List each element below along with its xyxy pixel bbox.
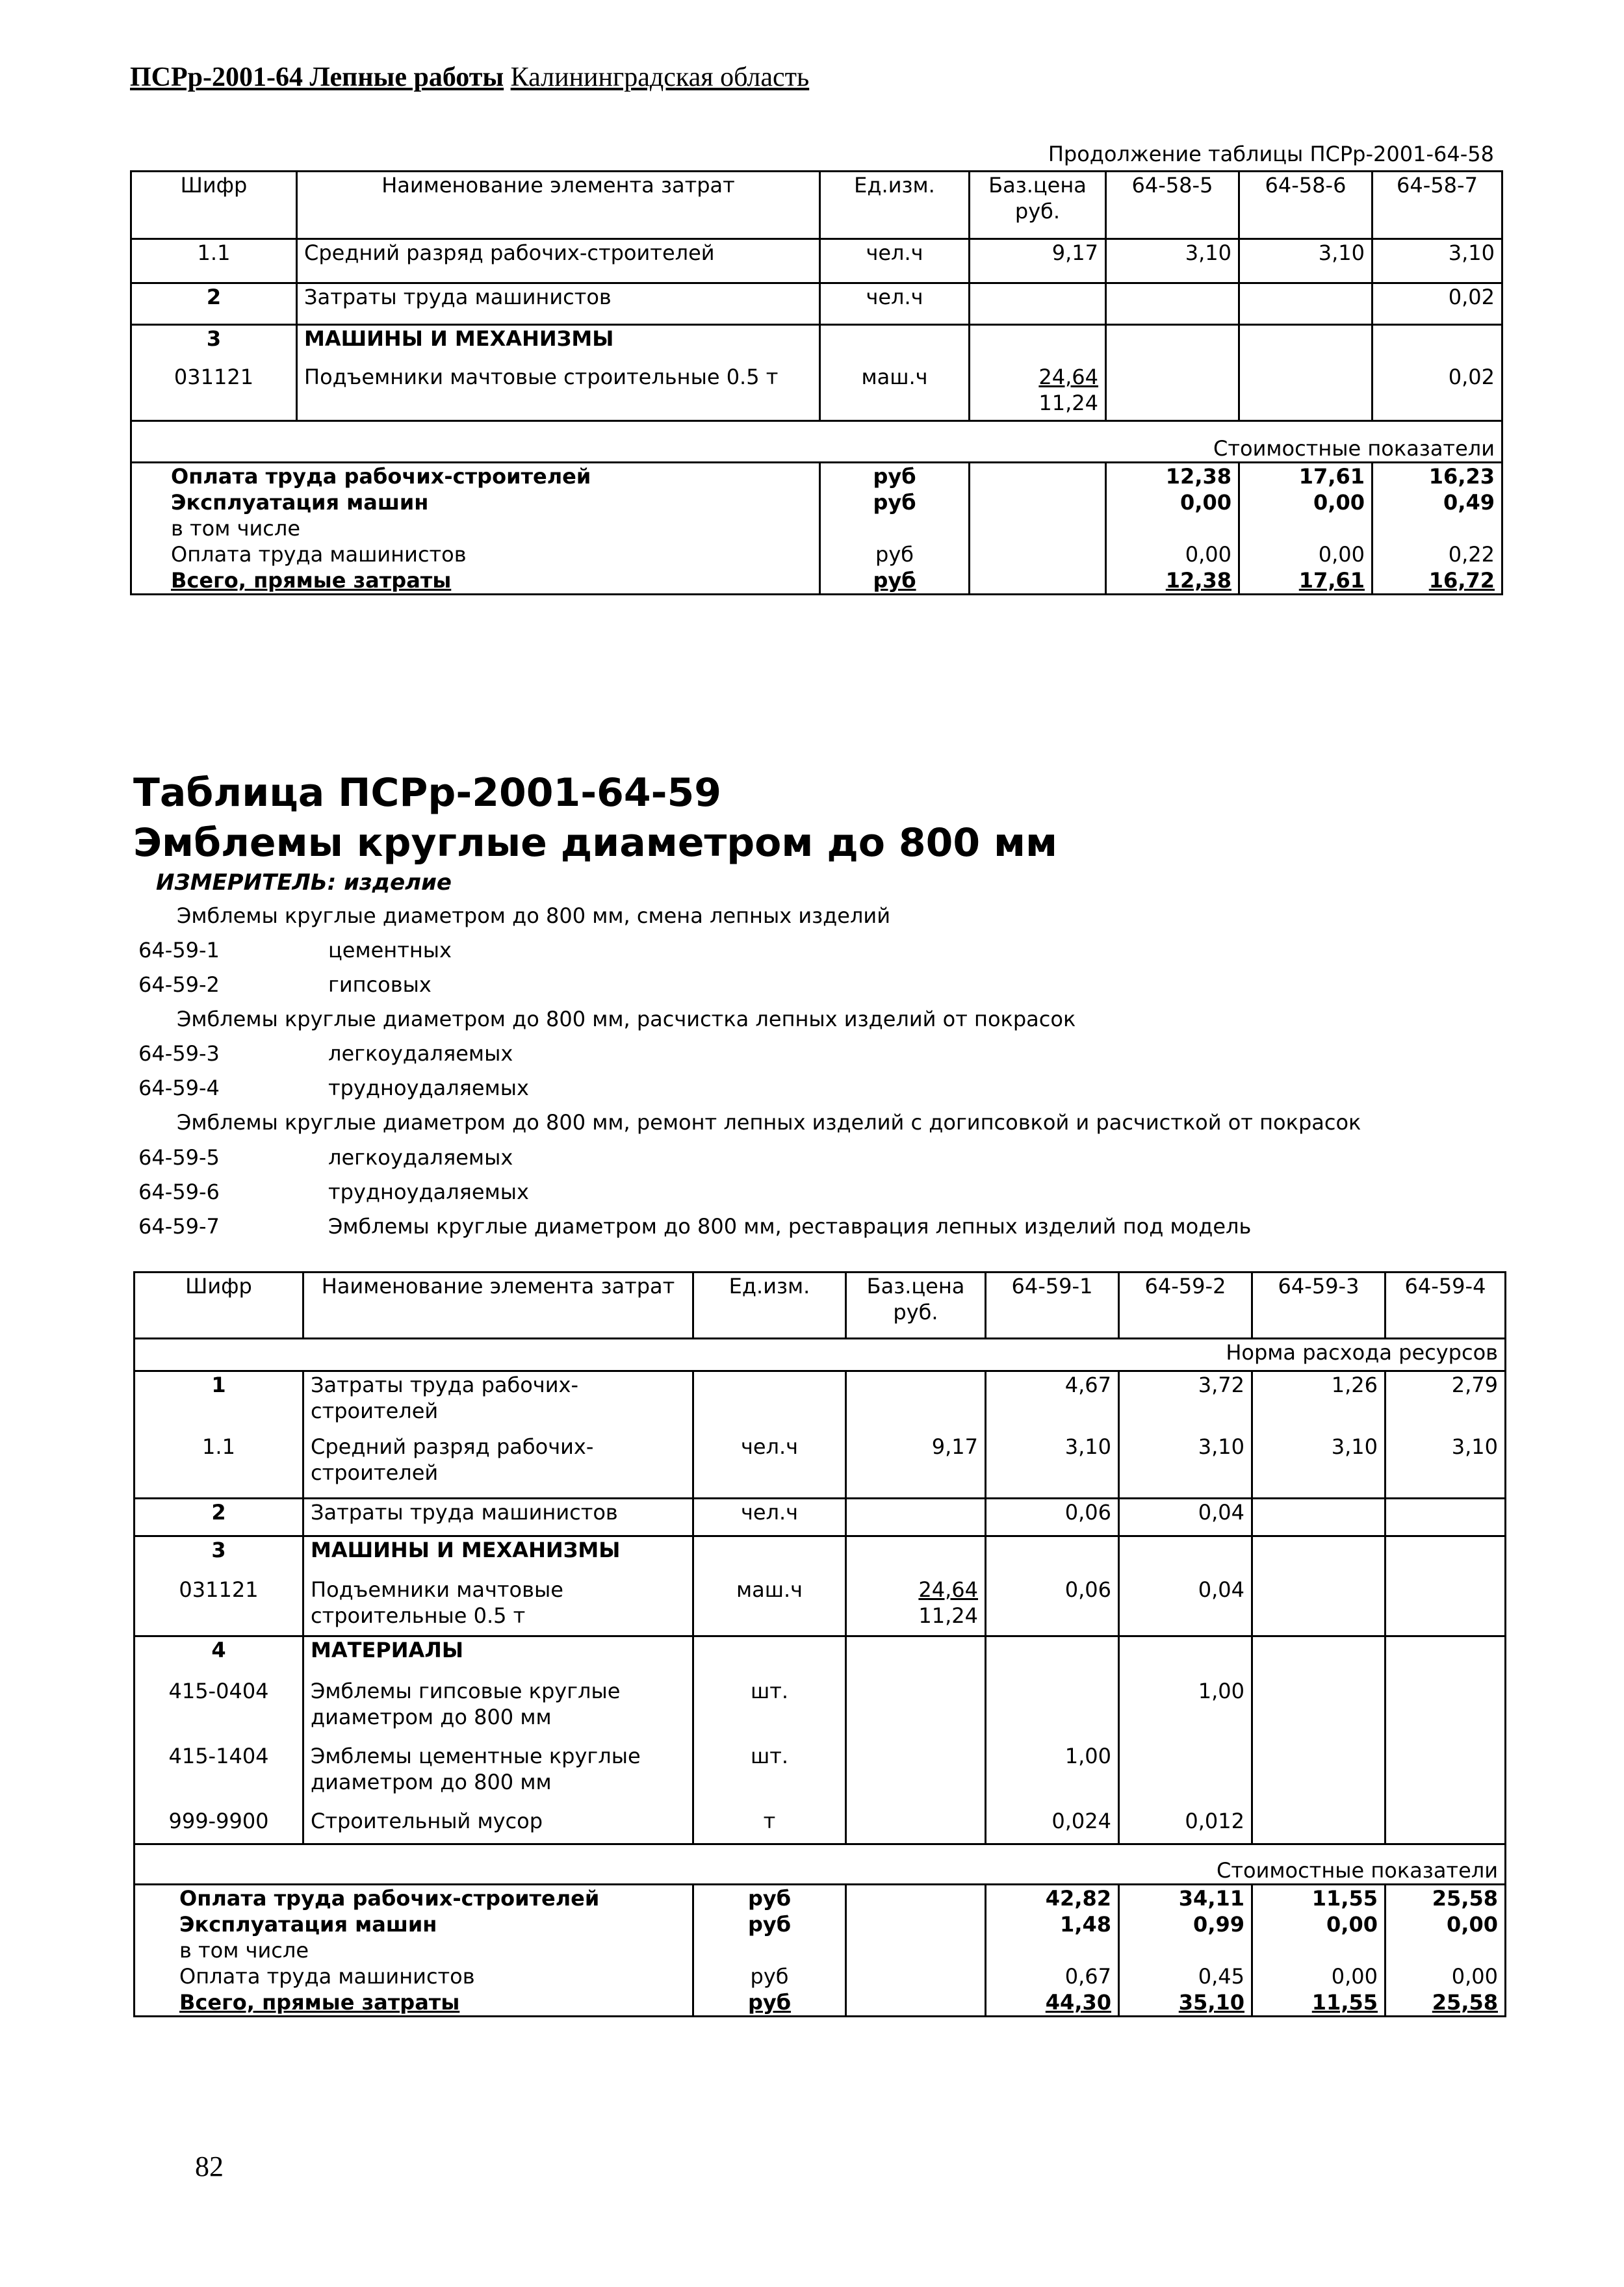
cost-value: [1373, 515, 1502, 541]
item-code: 64-59-2: [138, 972, 220, 997]
cost-value: 0,00: [1106, 489, 1239, 515]
row-unit: чел.ч: [693, 1434, 846, 1499]
table-row: [135, 1743, 1506, 1808]
row-value: 4,67: [986, 1371, 1119, 1434]
cost-row: [131, 567, 1502, 595]
cost-value: 0,00: [1252, 1963, 1386, 1989]
cost-row: [135, 1885, 1506, 1912]
table58-caption: Продолжение таблицы ПСРр-2001-64-58: [1048, 142, 1494, 166]
cost-name: Оплата труда машинистов: [179, 1964, 475, 1989]
col-header: 64-59-4: [1386, 1273, 1506, 1339]
row-name: Подъемники мачтовые строительные 0.5 т: [303, 1577, 693, 1636]
row-value: 0,02: [1373, 283, 1502, 325]
item-code: 64-59-6: [138, 1180, 220, 1204]
row-code: 1.1: [202, 1434, 235, 1459]
row-unit: [693, 1371, 846, 1434]
row-name: Затраты труда машинистов: [303, 1499, 693, 1536]
desc-line: Эмблемы круглые диаметром до 800 мм, смена лепных изделий: [177, 903, 891, 928]
row-code: 4: [135, 1636, 303, 1678]
item-code: 64-59-5: [138, 1145, 220, 1170]
cost-name: Всего, прямые затраты: [171, 568, 452, 593]
col-unit-header: Ед.изм.: [820, 172, 970, 239]
row-value: [1252, 1577, 1386, 1636]
row-value: 3,10: [1373, 239, 1502, 283]
row-value: 1,26: [1252, 1371, 1386, 1434]
col-name-header: Наименование элемента затрат: [297, 172, 820, 239]
cost-value: 0,00: [1386, 1911, 1506, 1937]
cost-row: [131, 541, 1502, 567]
desc-line: Эмблемы круглые диаметром до 800 мм, ремонт лепных изделий с догипсовкой и расчисткой от покрасок: [177, 1110, 1361, 1135]
page-number: 82: [195, 2151, 224, 2182]
cost-name: Всего, прямые затраты: [179, 1990, 460, 2015]
cost-value: [1252, 1937, 1386, 1963]
row-value: 0,024: [986, 1808, 1119, 1844]
cost-unit: руб: [820, 463, 970, 490]
cost-value: [1239, 515, 1373, 541]
table-row: [135, 1636, 1506, 1678]
row-value: [1386, 1577, 1506, 1636]
table59-subtitle: Эмблемы круглые диаметром до 800 мм: [133, 820, 1058, 866]
cost-value: [986, 1937, 1119, 1963]
row-price: [846, 1371, 986, 1434]
col-unit-header: Ед.изм.: [693, 1273, 846, 1339]
table59-title: Таблица ПСРр-2001-64-59: [133, 770, 722, 816]
cost-name: Эксплуатация машин: [179, 1912, 437, 1937]
row-value: 3,10: [1252, 1434, 1386, 1499]
row-section-title: МАШИНЫ И МЕХАНИЗМЫ: [303, 1536, 693, 1577]
price-top: 24,64: [1038, 364, 1098, 389]
cost-row: [131, 489, 1502, 515]
cost-row: [135, 1911, 1506, 1937]
cost-value: 0,00: [1239, 489, 1373, 515]
row-value: 0,06: [986, 1577, 1119, 1636]
row-value: 3,10: [1386, 1434, 1506, 1499]
cost-unit: [693, 1937, 846, 1963]
col-header: 64-59-1: [986, 1273, 1119, 1339]
item-code: 64-59-7: [138, 1214, 220, 1239]
cost-row: [135, 1937, 1506, 1963]
cost-value: 17,61: [1239, 567, 1373, 595]
col-header: 64-59-3: [1252, 1273, 1386, 1339]
price-bottom: 11,24: [1038, 390, 1098, 415]
cost-value: 0,00: [1386, 1963, 1506, 1989]
row-price: [846, 1499, 986, 1536]
cost-value: 0,67: [986, 1963, 1119, 1989]
item-text: трудноудаляемых: [328, 1076, 529, 1100]
row-value: 3,10: [986, 1434, 1119, 1499]
cost-name: в том числе: [179, 1938, 309, 1963]
norm-label: Норма расхода ресурсов: [135, 1339, 1506, 1371]
cost-unit: руб: [820, 541, 970, 567]
row-code: 031121: [174, 364, 254, 389]
cost-value: 0,22: [1373, 541, 1502, 567]
cost-row: [135, 1963, 1506, 1989]
item-code: 64-59-1: [138, 938, 220, 963]
row-price: [846, 1678, 986, 1743]
row-code: 1: [135, 1371, 303, 1434]
row-price: [970, 364, 1106, 421]
row-value: [1239, 283, 1373, 325]
row-name: Затраты труда машинистов: [297, 283, 820, 325]
table-row: [135, 1577, 1506, 1636]
price-top: 24,64: [918, 1577, 978, 1602]
cost-value: 0,00: [1239, 541, 1373, 567]
item-text: трудноудаляемых: [328, 1180, 529, 1204]
row-value: 3,10: [1239, 239, 1373, 283]
header-region: Калининградская область: [510, 62, 810, 92]
row-value: [1386, 1678, 1506, 1743]
col-price-header: Баз.цена руб.: [970, 172, 1106, 239]
row-value: [1106, 283, 1239, 325]
row-value: [1252, 1499, 1386, 1536]
measure-label: ИЗМЕРИТЕЛЬ:: [156, 870, 337, 896]
col-code-header: Шифр: [185, 1274, 252, 1299]
cost-value: 12,38: [1106, 567, 1239, 595]
page-header: [130, 62, 809, 93]
row-name: Затраты труда рабочих-строителей: [303, 1371, 693, 1434]
item-text: Эмблемы круглые диаметром до 800 мм, реставрация лепных изделий под модель: [328, 1214, 1252, 1239]
row-value: 3,10: [1106, 239, 1239, 283]
row-value: [1386, 1499, 1506, 1536]
row-code: 415-0404: [168, 1678, 269, 1703]
cost-value: 42,82: [986, 1885, 1119, 1912]
cost-unit: руб: [820, 489, 970, 515]
table59: [133, 1271, 1506, 2017]
col-name-header: Наименование элемента затрат: [303, 1273, 693, 1339]
table58-header-row: [131, 172, 1502, 239]
col-header: 64-59-2: [1119, 1273, 1252, 1339]
row-value: 0,04: [1119, 1577, 1252, 1636]
cost-value: [1106, 515, 1239, 541]
cost-value: 16,72: [1373, 567, 1502, 595]
cost-value: 0,99: [1119, 1911, 1252, 1937]
table-row: [135, 1499, 1506, 1536]
cost-value: 11,55: [1252, 1989, 1386, 2017]
row-price: [846, 1577, 986, 1636]
cost-unit: руб: [820, 567, 970, 595]
row-name: Средний разряд рабочих-строителей: [297, 239, 820, 283]
row-value: 1,00: [986, 1743, 1119, 1808]
item-text: гипсовых: [328, 972, 432, 997]
cost-name: в том числе: [171, 516, 300, 541]
table-row: [131, 325, 1502, 364]
cost-value: 25,58: [1386, 1885, 1506, 1912]
row-price: 9,17: [846, 1434, 986, 1499]
cost-value: 0,45: [1119, 1963, 1252, 1989]
norm-label-row: [135, 1339, 1506, 1371]
row-value: 0,02: [1373, 364, 1502, 421]
cost-label-row: [131, 421, 1502, 463]
cost-unit: руб: [693, 1963, 846, 1989]
table58: [130, 170, 1503, 595]
row-code: 1.1: [131, 239, 297, 283]
cost-unit: руб: [693, 1885, 846, 1912]
row-value: [1252, 1743, 1386, 1808]
col-header: 64-58-6: [1239, 172, 1373, 239]
item-code: 64-59-3: [138, 1041, 220, 1066]
row-unit: чел.ч: [693, 1499, 846, 1536]
row-name: Эмблемы цементные круглые диаметром до 800 мм: [303, 1743, 693, 1808]
row-code: 031121: [179, 1577, 259, 1602]
row-value: [1106, 364, 1239, 421]
row-name: Строительный мусор: [303, 1808, 693, 1844]
cost-value: 0,49: [1373, 489, 1502, 515]
item-code: 64-59-4: [138, 1076, 220, 1100]
row-code: 999-9900: [168, 1808, 269, 1833]
row-value: 2,79: [1386, 1371, 1506, 1434]
cost-name: Эксплуатация машин: [171, 490, 429, 515]
table-row: [135, 1536, 1506, 1577]
row-name: Эмблемы гипсовые круглые диаметром до 800 мм: [303, 1678, 693, 1743]
col-price-header: Баз.цена руб.: [846, 1273, 986, 1339]
desc-line: Эмблемы круглые диаметром до 800 мм, расчистка лепных изделий от покрасок: [177, 1007, 1076, 1031]
cost-name: Оплата труда рабочих-строителей: [131, 463, 820, 490]
table-row: [135, 1434, 1506, 1499]
row-price: [846, 1743, 986, 1808]
table-row: [135, 1371, 1506, 1434]
table59-header-row: [135, 1273, 1506, 1339]
row-value: 0,06: [986, 1499, 1119, 1536]
row-price: 9,17: [970, 239, 1106, 283]
header-code-title: ПСРр-2001-64 Лепные работы: [130, 62, 504, 92]
row-section-title: МАШИНЫ И МЕХАНИЗМЫ: [297, 325, 820, 364]
cost-name: Оплата труда машинистов: [171, 542, 467, 567]
cost-label: Стоимостные показатели: [135, 1844, 1506, 1885]
item-text: легкоудаляемых: [328, 1041, 513, 1066]
row-value: [986, 1678, 1119, 1743]
row-value: [1386, 1808, 1506, 1844]
row-price: [970, 283, 1106, 325]
row-price: [846, 1808, 986, 1844]
table-row: [135, 1678, 1506, 1743]
table-row: [131, 239, 1502, 283]
row-name: Подъемники мачтовые строительные 0.5 т: [297, 364, 820, 421]
measure-value: изделие: [344, 870, 452, 896]
cost-value: 0,00: [1252, 1911, 1386, 1937]
row-value: 1,00: [1119, 1678, 1252, 1743]
table-row: [131, 283, 1502, 325]
cost-label: Стоимостные показатели: [131, 421, 1502, 463]
cost-value: 44,30: [986, 1989, 1119, 2017]
item-text: легкоудаляемых: [328, 1145, 513, 1170]
table-row: [131, 364, 1502, 421]
row-value: 3,10: [1119, 1434, 1252, 1499]
cost-row: [131, 463, 1502, 490]
item-text: цементных: [328, 938, 452, 963]
cost-name: Оплата труда рабочих-строителей: [135, 1885, 693, 1912]
cost-unit: [820, 515, 970, 541]
row-value: [1252, 1808, 1386, 1844]
row-code: 3: [135, 1536, 303, 1577]
row-code: 2: [131, 283, 297, 325]
cost-label-row: [135, 1844, 1506, 1885]
col-header: 64-58-7: [1373, 172, 1502, 239]
col-header: 64-58-5: [1106, 172, 1239, 239]
row-value: 0,04: [1119, 1499, 1252, 1536]
row-unit: маш.ч: [693, 1577, 846, 1636]
cost-row: [135, 1989, 1506, 2017]
cost-unit: руб: [693, 1989, 846, 2017]
row-value: 3,72: [1119, 1371, 1252, 1434]
row-unit: шт.: [693, 1678, 846, 1743]
row-value: [1119, 1743, 1252, 1808]
cost-value: [1386, 1937, 1506, 1963]
row-value: 0,012: [1119, 1808, 1252, 1844]
row-unit: чел.ч: [820, 239, 970, 283]
row-unit: чел.ч: [820, 283, 970, 325]
row-unit: шт.: [693, 1743, 846, 1808]
cost-value: 1,48: [986, 1911, 1119, 1937]
row-section-title: МАТЕРИАЛЫ: [303, 1636, 693, 1678]
row-value: [1386, 1743, 1506, 1808]
cost-row: [131, 515, 1502, 541]
col-code-header: Шифр: [180, 173, 248, 198]
cost-value: 12,38: [1106, 463, 1239, 490]
row-code: 3: [131, 325, 297, 364]
table-row: [135, 1808, 1506, 1844]
row-name: Средний разряд рабочих-строителей: [303, 1434, 693, 1499]
cost-value: 0,00: [1106, 541, 1239, 567]
row-unit: маш.ч: [820, 364, 970, 421]
price-bottom: 11,24: [918, 1603, 978, 1628]
cost-value: 35,10: [1119, 1989, 1252, 2017]
cost-value: [1119, 1937, 1252, 1963]
cost-value: 11,55: [1252, 1885, 1386, 1912]
cost-value: 17,61: [1239, 463, 1373, 490]
row-unit: т: [693, 1808, 846, 1844]
cost-value: 25,58: [1386, 1989, 1506, 2017]
row-code: 415-1404: [168, 1743, 269, 1768]
row-code: 2: [135, 1499, 303, 1536]
measure-line: [156, 870, 452, 896]
cost-value: 16,23: [1373, 463, 1502, 490]
cost-unit: руб: [693, 1911, 846, 1937]
row-value: [1239, 364, 1373, 421]
cost-value: 34,11: [1119, 1885, 1252, 1912]
row-value: [1252, 1678, 1386, 1743]
